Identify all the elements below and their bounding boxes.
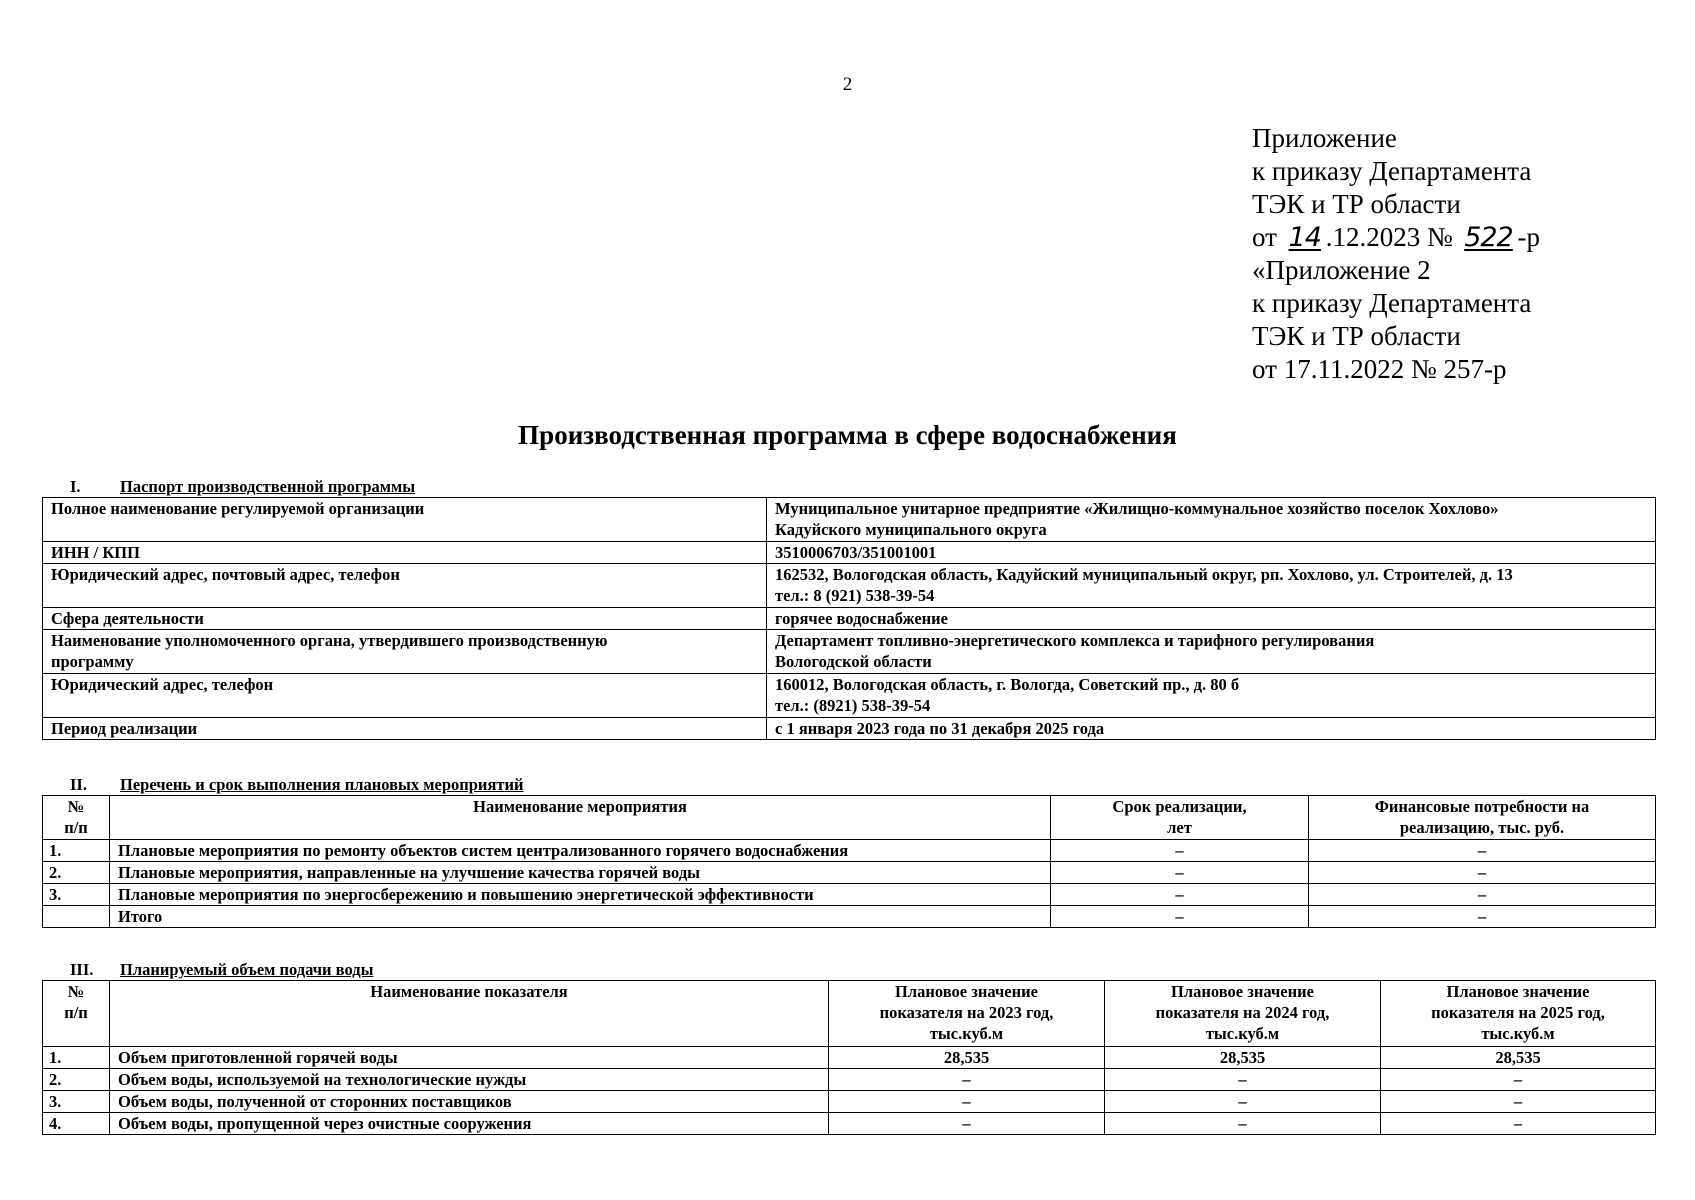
passport-label: Полное наименование регулируемой организации <box>43 498 767 542</box>
passport-value <box>767 498 1656 542</box>
section-1-heading <box>70 477 415 497</box>
indicator-name: Объем приготовленной горячей воды <box>110 1047 829 1069</box>
value-2025: – <box>1381 1091 1656 1113</box>
passport-value-line: Кадуйского муниципального округа <box>775 520 1047 539</box>
appendix-line-4 <box>1252 221 1540 254</box>
passport-value-line: 160012, Вологодская область, г. Вологда, Советский пр., д. 80 б <box>775 675 1240 694</box>
order-date-prefix: от <box>1252 222 1277 252</box>
table-row <box>43 862 1656 884</box>
passport-label: Юридический адрес, почтовый адрес, телефон <box>43 564 767 608</box>
table-header-row <box>43 981 1656 1047</box>
header-line: тыс.куб.м <box>929 1024 1004 1043</box>
passport-value-line: Муниципальное унитарное предприятие «Жилищно-коммунальное хозяйство поселок Хохлово» <box>775 499 1499 518</box>
passport-label <box>43 630 767 674</box>
measure-name: Плановые мероприятия по ремонту объектов систем централизованного горячего водоснабжения <box>110 840 1051 862</box>
passport-value <box>767 674 1656 718</box>
passport-value-line: тел.: 8 (921) 538-39-54 <box>775 586 935 605</box>
header-line: тыс.куб.м <box>1481 1024 1555 1043</box>
value-2023: – <box>829 1069 1105 1091</box>
column-header-name: Наименование мероприятия <box>110 796 1051 840</box>
header-line: показателя на 2023 год, <box>879 1003 1054 1022</box>
passport-label: Юридический адрес, телефон <box>43 674 767 718</box>
passport-value-line: Департамент топливно-энергетического комплекса и тарифного регулирования <box>775 631 1375 650</box>
passport-value: с 1 января 2023 года по 31 декабря 2025 года <box>767 718 1656 740</box>
row-number: 2. <box>43 1069 110 1091</box>
appendix-block <box>1252 122 1540 386</box>
column-header-finance <box>1309 796 1656 840</box>
value-2025: – <box>1381 1113 1656 1135</box>
measure-term: – <box>1051 906 1309 928</box>
order-date-mid: .12.2023 № <box>1325 222 1453 252</box>
column-header-2023 <box>829 981 1105 1047</box>
order-number-suffix: -р <box>1517 222 1540 252</box>
row-number: 3. <box>43 884 110 906</box>
measure-finance: – <box>1309 840 1656 862</box>
column-header-number <box>43 796 110 840</box>
passport-label: Сфера деятельности <box>43 608 767 630</box>
value-2024: 28,535 <box>1105 1047 1381 1069</box>
header-line: тыс.куб.м <box>1205 1024 1280 1043</box>
page-number: 2 <box>842 74 853 95</box>
measure-name: Плановые мероприятия по энергосбережению и повышению энергетической эффективности <box>110 884 1051 906</box>
indicator-name: Объем воды, полученной от сторонних поставщиков <box>110 1091 829 1113</box>
table-row <box>43 884 1656 906</box>
table-row <box>43 564 1656 608</box>
indicator-name: Объем воды, используемой на технологические нужды <box>110 1069 829 1091</box>
passport-value: горячее водоснабжение <box>767 608 1656 630</box>
measure-finance: – <box>1309 906 1656 928</box>
passport-table <box>42 497 1656 740</box>
table-row <box>43 498 1656 542</box>
value-2023: – <box>829 1091 1105 1113</box>
value-2024: – <box>1105 1091 1381 1113</box>
value-2023: – <box>829 1113 1105 1135</box>
section-3-number: III. <box>70 960 94 979</box>
appendix-line-5: «Приложение 2 <box>1252 255 1431 285</box>
passport-value-line: 162532, Вологодская область, Кадуйский муниципальный округ, рп. Хохлово, ул. Строителей, д. 13 <box>775 565 1513 584</box>
header-line: п/п <box>64 818 88 837</box>
section-2-title: Перечень и срок выполнения плановых мероприятий <box>120 775 524 794</box>
header-line: реализацию, тыс. руб. <box>1399 818 1565 837</box>
header-line: показателя на 2025 год, <box>1431 1003 1605 1022</box>
section-3-title: Планируемый объем подачи воды <box>120 960 374 979</box>
passport-label: Период реализации <box>43 718 767 740</box>
handwritten-order-number: 522 <box>1464 222 1513 253</box>
column-header-indicator: Наименование показателя <box>110 981 829 1047</box>
table-row <box>43 542 1656 564</box>
table-header-row <box>43 796 1656 840</box>
row-number <box>43 906 110 928</box>
header-line: Срок реализации, <box>1112 797 1247 816</box>
header-line: № <box>67 982 85 1001</box>
row-number: 4. <box>43 1113 110 1135</box>
measure-name: Плановые мероприятия, направленные на улучшение качества горячей воды <box>110 862 1051 884</box>
appendix-line-7: ТЭК и ТР области <box>1252 321 1461 351</box>
section-2-number: II. <box>70 775 87 794</box>
total-label: Итого <box>110 906 1051 928</box>
table-row <box>43 906 1656 928</box>
section-1-title: Паспорт производственной программы <box>120 477 416 496</box>
indicator-name: Объем воды, пропущенной через очистные сооружения <box>110 1113 829 1135</box>
value-2024: – <box>1105 1069 1381 1091</box>
header-line: Плановое значение <box>895 982 1038 1001</box>
value-2024: – <box>1105 1113 1381 1135</box>
section-3-heading <box>70 960 374 980</box>
passport-value-line: тел.: (8921) 538-39-54 <box>775 696 931 715</box>
column-header-2025 <box>1381 981 1656 1047</box>
section-2-heading <box>70 775 524 795</box>
column-header-number <box>43 981 110 1047</box>
passport-label-line: программу <box>51 652 134 671</box>
header-line: показателя на 2024 год, <box>1155 1003 1330 1022</box>
header-line: лет <box>1167 818 1192 837</box>
table-row <box>43 1113 1656 1135</box>
row-number: 2. <box>43 862 110 884</box>
passport-label: ИНН / КПП <box>43 542 767 564</box>
passport-value <box>767 630 1656 674</box>
measure-term: – <box>1051 840 1309 862</box>
measure-finance: – <box>1309 884 1656 906</box>
header-line: № <box>67 797 85 816</box>
passport-value: 3510006703/351001001 <box>767 542 1656 564</box>
measure-term: – <box>1051 884 1309 906</box>
passport-label-line: Наименование уполномоченного органа, утвердившего производственную <box>51 631 608 650</box>
measure-finance: – <box>1309 862 1656 884</box>
section-1-number: I. <box>70 477 81 496</box>
value-2025: 28,535 <box>1381 1047 1656 1069</box>
appendix-line-6: к приказу Департамента <box>1252 288 1532 318</box>
table-row <box>43 1091 1656 1113</box>
value-2025: – <box>1381 1069 1656 1091</box>
measures-table <box>42 795 1656 928</box>
table-row <box>43 840 1656 862</box>
appendix-line-2: к приказу Департамента <box>1252 156 1532 186</box>
row-number: 1. <box>43 1047 110 1069</box>
appendix-line-1: Приложение <box>1252 123 1397 153</box>
column-header-2024 <box>1105 981 1381 1047</box>
passport-value <box>767 564 1656 608</box>
table-row <box>43 608 1656 630</box>
header-line: Плановое значение <box>1446 982 1590 1001</box>
table-row <box>43 1047 1656 1069</box>
passport-value-line: Вологодской области <box>775 652 932 671</box>
table-row <box>43 718 1656 740</box>
header-line: Финансовые потребности на <box>1374 797 1590 816</box>
appendix-line-3: ТЭК и ТР области <box>1252 189 1461 219</box>
water-volume-table <box>42 980 1656 1135</box>
measure-term: – <box>1051 862 1309 884</box>
table-row <box>43 1069 1656 1091</box>
handwritten-day: 14 <box>1288 222 1321 253</box>
value-2023: 28,535 <box>829 1047 1105 1069</box>
row-number: 3. <box>43 1091 110 1113</box>
header-line: Плановое значение <box>1171 982 1314 1001</box>
header-line: п/п <box>64 1003 88 1022</box>
table-row <box>43 630 1656 674</box>
column-header-term <box>1051 796 1309 840</box>
table-row <box>43 674 1656 718</box>
appendix-line-8: от 17.11.2022 № 257-р <box>1252 354 1507 384</box>
document-title: Производственная программа в сфере водоснабжения <box>518 420 1177 450</box>
row-number: 1. <box>43 840 110 862</box>
